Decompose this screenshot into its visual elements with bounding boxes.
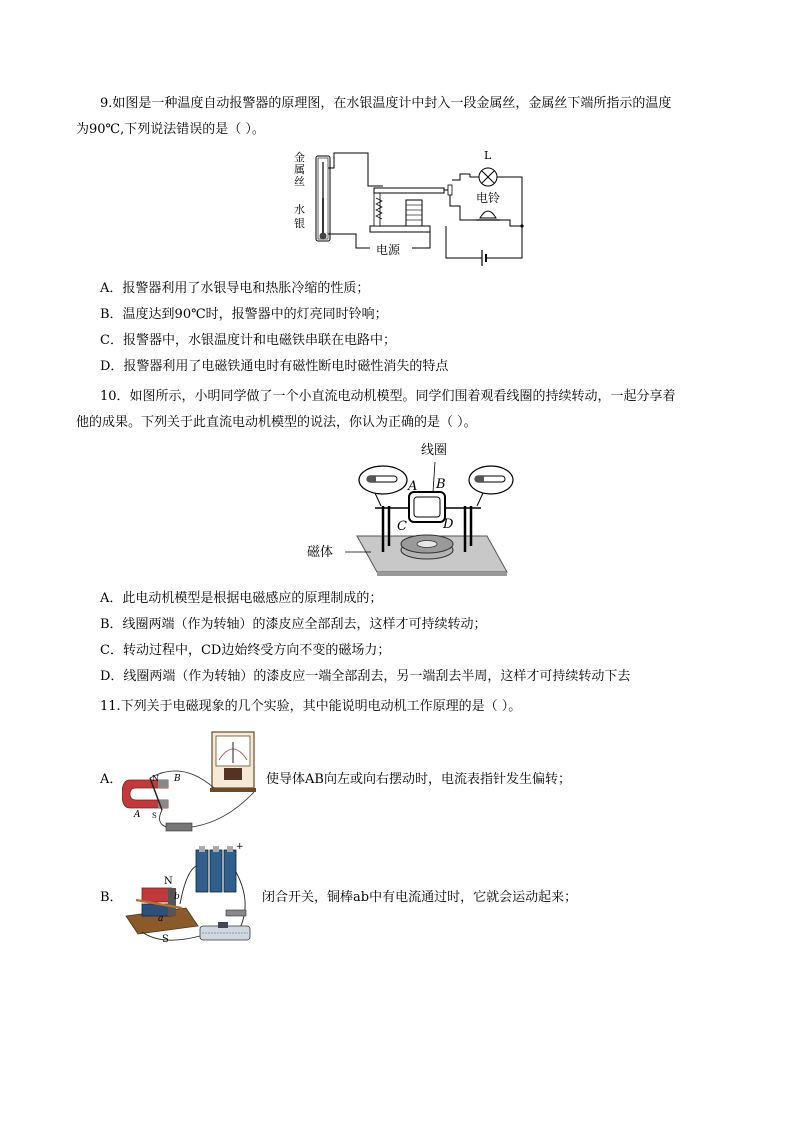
label-a-b: B (174, 774, 181, 784)
q11-option-b-text: 闭合开关，铜棒ab中有电流通过时，它就会运动起来； (262, 890, 578, 905)
label-bell: 电铃 (476, 191, 501, 205)
q10-stem-line1: 10．如图所示，小明同学做了一个小直流电动机模型。同学们围着观看线圈的持续转动，一起分享着 (100, 389, 676, 404)
label-metal-1: 金 (294, 151, 305, 164)
q9-option-d: D．报警器利用了电磁铁通电时有磁性断电时磁性消失的特点 (100, 359, 449, 374)
q10-figure-motor-model (305, 440, 515, 580)
label-b-rod-a: a (158, 914, 164, 924)
label-mercury-1: 水 (294, 203, 305, 216)
q11-option-b-letter: B． (100, 890, 123, 905)
label-mercury-2: 银 (294, 217, 305, 230)
q9-option-b: B．温度达到90℃时，报警器中的灯亮同时铃响； (100, 307, 388, 322)
q9-option-a: A．报警器利用了水银导电和热胀冷缩的性质； (100, 281, 370, 296)
label-b-plus: + (236, 842, 244, 852)
q11-option-b-figure (122, 842, 258, 946)
label-metal-3: 丝 (294, 175, 305, 188)
label-metal-2: 属 (294, 163, 305, 176)
label-a-n: N (152, 774, 159, 783)
q11-option-a-text: 使导体AB向左或向右摆动时，电流表指针发生偏转； (266, 772, 571, 787)
label-coil: 线圈 (421, 443, 448, 458)
label-edge-c: C (397, 519, 407, 534)
label-edge-a: A (408, 479, 418, 494)
q11-option-a-letter: A． (100, 772, 123, 787)
q9-stem-line2: 为90℃,下列说法错误的是（ ）。 (76, 122, 265, 137)
label-edge-b: B (436, 477, 446, 492)
label-a-a: A (134, 810, 141, 820)
q10-stem-line2: 他的成果。下列关于此直流电动机模型的说法，你认为正确的是（ ）。 (76, 415, 477, 430)
label-b-s: S (162, 934, 169, 945)
q10-option-d: D．线圈两端（作为转轴）的漆皮应一端全部刮去，另一端刮去半周，这样才可持续转动下去 (100, 669, 631, 684)
q9-option-c: C．报警器中，水银温度计和电磁铁串联在电路中； (100, 333, 396, 348)
label-b-rod-b: b (174, 892, 180, 902)
q9-figure-alarm-circuit (290, 148, 540, 266)
q10-option-a: A．此电动机模型是根据电磁感应的原理制成的； (100, 591, 383, 606)
label-a-s: S (152, 812, 157, 820)
label-lamp: L (484, 149, 492, 162)
label-edge-d: D (443, 517, 454, 532)
q11-option-a-figure (122, 730, 262, 834)
label-power: 电源 (376, 243, 401, 257)
label-magnet: 磁体 (307, 545, 334, 560)
q9-stem-line1: 9.如图是一种温度自动报警器的原理图，在水银温度计中封入一段金属丝，金属丝下端所指示的温度 (100, 96, 672, 111)
label-b-n: N (164, 876, 173, 887)
q11-stem: 11.下列关于电磁现象的几个实验，其中能说明电动机工作原理的是（ ）。 (100, 699, 522, 714)
q10-option-b: B．线圈两端（作为转轴）的漆皮应全部刮去，这样才可持续转动； (100, 617, 487, 632)
q10-option-c: C．转动过程中，CD边始终受方向不变的磁场力； (100, 643, 391, 658)
